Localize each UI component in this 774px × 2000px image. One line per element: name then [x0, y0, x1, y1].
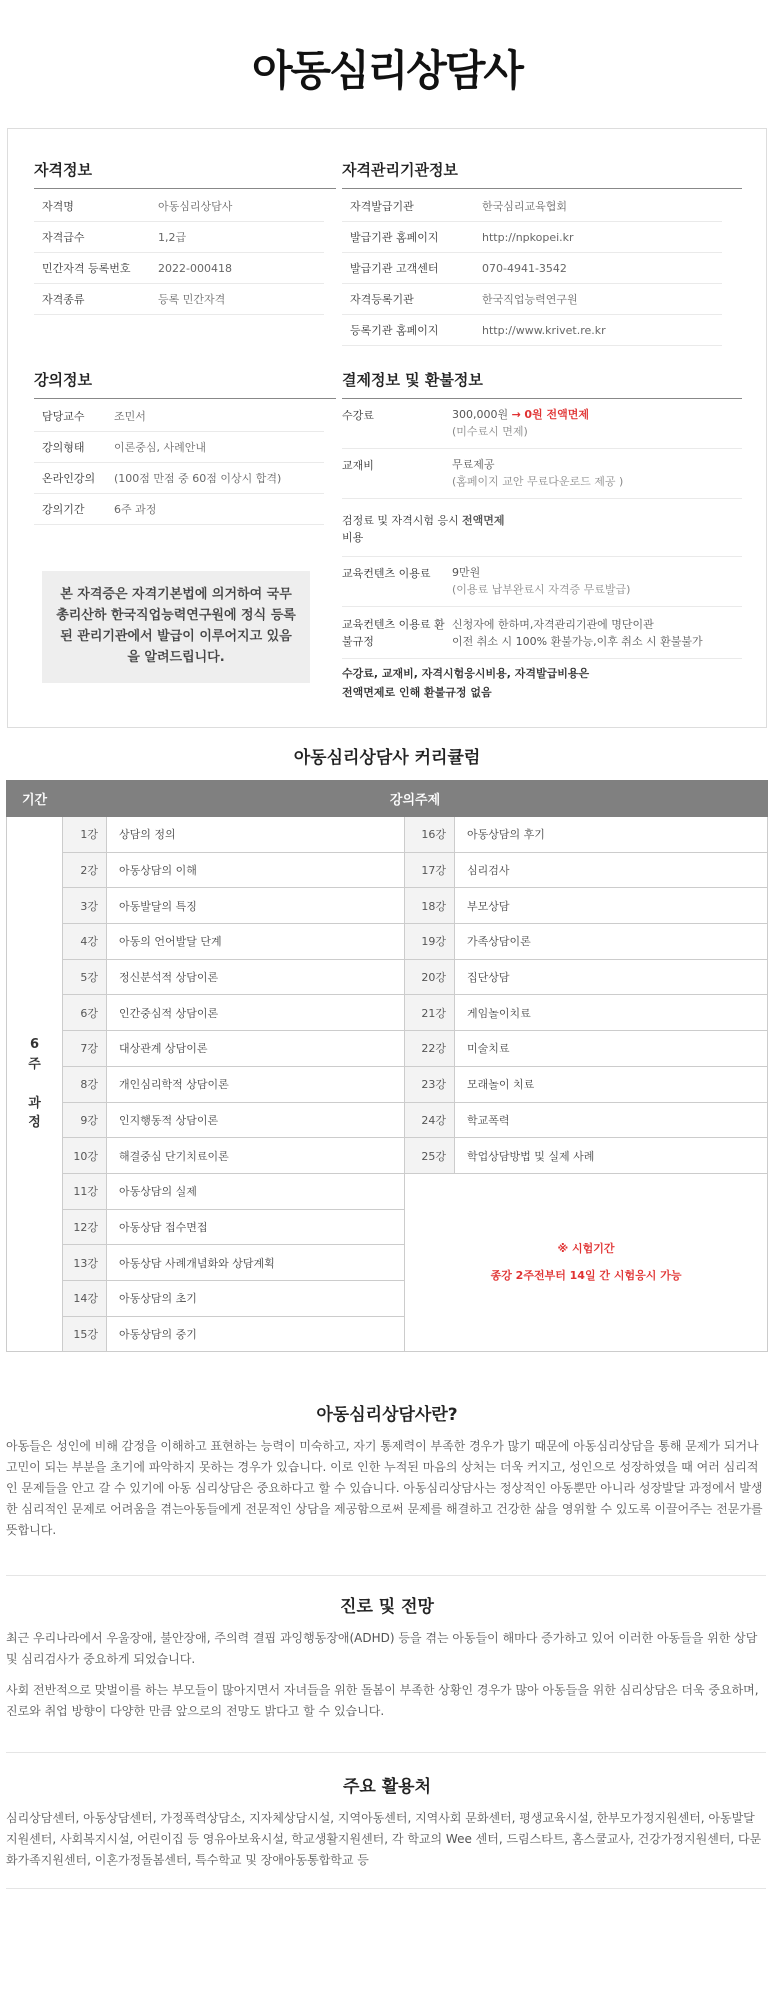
- agency-info-row: [342, 222, 722, 253]
- table-row: [7, 888, 768, 924]
- lecture-number: 7강: [63, 1031, 107, 1067]
- qual-info-value: 1,2급: [158, 231, 187, 244]
- about-heading: 아동심리상담사란?: [316, 1405, 458, 1425]
- qual-info-value: 2022-000418: [158, 261, 232, 275]
- exam-period-title: ※ 시험기간: [557, 1242, 615, 1256]
- notice-box: 본 자격증은 자격기본법에 의거하여 국무총리산하 한국직업능력연구원에 정식 등록된 관리기관에서 발급이 이루어지고 있음을 알려드립니다.: [42, 571, 310, 683]
- lecture-info-row: [34, 432, 324, 463]
- usage-heading: 주요 활용처: [342, 1777, 432, 1797]
- lecture-number: 11강: [63, 1173, 107, 1209]
- period-cell: [7, 817, 63, 1352]
- agency-info-value: 한국심리교육협회: [482, 200, 568, 213]
- exam-period-cell: [405, 1173, 768, 1351]
- col-subject-header: 강의주제: [63, 781, 768, 817]
- payment-key: 교재비: [342, 459, 374, 472]
- period-text: 정: [28, 1115, 41, 1131]
- table-row: [7, 1066, 768, 1102]
- lecture-number: 2강: [63, 852, 107, 888]
- lecture-topic: 게임놀이치료: [455, 995, 768, 1031]
- lecture-number: 3강: [63, 888, 107, 924]
- fee-free: 0원 전액면제: [524, 408, 589, 421]
- lecture-topic: 개인심리학적 상담이론: [107, 1066, 405, 1102]
- arrow-icon: →: [511, 408, 521, 421]
- payment-value: [452, 457, 623, 490]
- payment-footnote: 수강료, 교재비, 자격시험응시비용, 자격발급비용은 전액면제로 인해 환불규정 없음: [342, 667, 590, 699]
- lecture-info-key: 담당교수: [42, 410, 85, 423]
- lecture-number: 21강: [405, 995, 455, 1031]
- lecture-number: 12강: [63, 1209, 107, 1245]
- lecture-info-table: [34, 401, 324, 525]
- lecture-info-row: [34, 494, 324, 525]
- about-paragraph: 아동들은 성인에 비해 감정을 이해하고 표현하는 능력이 미숙하고, 자기 통제력이 부족한 경우가 많기 때문에 아동심리상담을 통해 문제가 되거나 고민이 되는 부분을 초기에 파악하지 못하는 경우가 있습니다. 이로 인한 누적된 마음의 상처는 더욱 커지고, 성인으로 성장하였을 때 여러 심리적인 문제들을 안고 갈 수 있기에 아동 심리상담은 중요하다고 할 수 있습니다. 아동심리상담사는 정상적인 아동뿐만 아니라 성장발달 과정에서 발생한 심리적인 문제로 어려움을 겪는아동들에게 전문적인 상담을 제공함으로써 문제를 해결하고 건강한 삶을 영위할 수 있도록 이끌어주는 전문가를 뜻합니다.: [6, 1439, 763, 1537]
- lecture-number: 15강: [63, 1316, 107, 1352]
- lecture-topic: 아동상담의 중기: [107, 1316, 405, 1352]
- table-row: [7, 852, 768, 888]
- agency-info-heading: 자격관리기관정보: [342, 159, 742, 189]
- payment-row-fee: [342, 399, 742, 449]
- lecture-number: 16강: [405, 817, 455, 853]
- lecture-topic: 학교폭력: [455, 1102, 768, 1138]
- period-text: 주: [28, 1056, 41, 1072]
- agency-info-key: 발급기관 홈페이지: [350, 231, 439, 244]
- agency-info-key: 자격등록기관: [350, 293, 414, 306]
- period-text: 과: [28, 1095, 41, 1111]
- lecture-topic: 아동상담의 후기: [455, 817, 768, 853]
- period-text: 6: [29, 1037, 40, 1053]
- table-row: [7, 995, 768, 1031]
- lecture-topic: 아동상담의 초기: [107, 1280, 405, 1316]
- content-fee-value: 9만원: [452, 566, 481, 579]
- agency-info-value: 한국직업능력연구원: [482, 293, 578, 306]
- divider: [6, 1888, 766, 1889]
- qual-info-row: [34, 222, 324, 253]
- lecture-info-row: [34, 401, 324, 432]
- qual-info-value: 아동심리상담사: [158, 200, 233, 213]
- lecture-number: 18강: [405, 888, 455, 924]
- lecture-topic: 가족상담이론: [455, 924, 768, 960]
- lecture-topic: 아동발달의 특징: [107, 888, 405, 924]
- lecture-number: 25강: [405, 1138, 455, 1174]
- usage-paragraph: 심리상담센터, 아동상담센터, 가정폭력상담소, 지자체상담시설, 지역아동센터, 지역사회 문화센터, 평생교육시설, 한부모가정지원센터, 아동발달지원센터, 사회복지시설, 어린이집 등 영유아보육시설, 학교생활지원센터, 각 학교의 Wee 센터, 드림스타트, 홈스쿨교사, 건강가정지원센터, 다문화가족지원센터, 이혼가정돌봄센터, 특수학교 및 장애아동통합학교 등: [6, 1811, 762, 1867]
- lecture-info-row: [34, 463, 324, 494]
- qual-info-table: [34, 191, 324, 315]
- agency-info-row: [342, 191, 722, 222]
- payment-row-material: [342, 449, 742, 499]
- lecture-info-value: 6주 과정: [114, 503, 157, 516]
- divider: [6, 1575, 766, 1576]
- qual-info-key: 자격급수: [42, 231, 85, 244]
- payment-value: [452, 565, 630, 598]
- lecture-topic: 아동의 언어발달 단계: [107, 924, 405, 960]
- lecture-info-value: (100점 만점 중 60점 이상시 합격): [114, 472, 282, 485]
- registry-homepage-link[interactable]: http://www.krivet.re.kr: [482, 323, 606, 337]
- agency-homepage-link[interactable]: http://npkopei.kr: [482, 230, 574, 244]
- lecture-topic: 아동상담 접수면접: [107, 1209, 405, 1245]
- lecture-topic: 아동상담의 실제: [107, 1173, 405, 1209]
- lecture-number: 22강: [405, 1031, 455, 1067]
- qual-info-key: 민간자격 등록번호: [42, 262, 131, 275]
- lecture-number: 13강: [63, 1245, 107, 1281]
- qual-info-key: 자격명: [42, 200, 74, 213]
- refund-rule-line: 신청자에 한하며,자격관리기관에 명단이관: [452, 618, 654, 631]
- lecture-topic: 부모상담: [455, 888, 768, 924]
- agency-info-key: 등록기관 홈페이지: [350, 324, 439, 337]
- info-panel: [7, 128, 767, 728]
- lecture-number: 23강: [405, 1066, 455, 1102]
- exam-period-desc: 종강 2주전부터 14일 간 시험응시 가능: [490, 1268, 682, 1282]
- lecture-number: 1강: [63, 817, 107, 853]
- lecture-topic: 인간중심적 상담이론: [107, 995, 405, 1031]
- lecture-topic: 정신분석적 상담이론: [107, 959, 405, 995]
- agency-info-table: [342, 191, 722, 346]
- qual-info-heading: 자격정보: [34, 159, 336, 189]
- lecture-number: 10강: [63, 1138, 107, 1174]
- table-row: [7, 924, 768, 960]
- qual-info-row: [34, 284, 324, 315]
- lecture-number: 19강: [405, 924, 455, 960]
- lecture-info-key: 강의형태: [42, 441, 85, 454]
- curriculum-title: 아동심리상담사 커리큘럼: [293, 748, 481, 768]
- lecture-topic: 심리검사: [455, 852, 768, 888]
- fee-sub: (미수료시 면제): [452, 424, 528, 438]
- table-row: [7, 959, 768, 995]
- payment-key: 교육컨텐츠 이용료 환불규정: [342, 618, 445, 648]
- qual-info-row: [34, 253, 324, 284]
- content-fee-sub: (이용료 납부완료시 자격증 무료발급): [452, 582, 631, 596]
- table-header-row: [7, 781, 768, 817]
- material-value: 무료제공: [452, 458, 495, 471]
- agency-info-row: [342, 315, 722, 346]
- material-sub: (홈페이지 교안 무료다운로드 제공 ): [452, 474, 624, 488]
- payment-row-content: [342, 557, 742, 607]
- payment-value: [452, 617, 703, 650]
- curriculum-table: [6, 780, 768, 1352]
- lecture-info-key: 온라인강의: [42, 472, 96, 485]
- lecture-number: 14강: [63, 1280, 107, 1316]
- lecture-topic: 인지행동적 상담이론: [107, 1102, 405, 1138]
- lecture-info-heading: 강의정보: [34, 369, 336, 399]
- payment-key: 검정료 및 자격시험 응시비용: [342, 514, 459, 544]
- qual-info-row: [34, 191, 324, 222]
- lecture-topic: 해결중심 단기치료이론: [107, 1138, 405, 1174]
- lecture-number: 5강: [63, 959, 107, 995]
- lecture-topic: 집단상담: [455, 959, 768, 995]
- lecture-info-key: 강의기간: [42, 503, 85, 516]
- table-row: [7, 1173, 768, 1209]
- lecture-topic: 아동상담의 이해: [107, 852, 405, 888]
- page-title: 아동심리상담사: [251, 46, 522, 95]
- agency-info-row: [342, 284, 722, 315]
- exam-fee-value: 전액면제: [462, 514, 505, 527]
- career-heading: 진로 및 전망: [340, 1597, 434, 1617]
- table-row: [7, 1102, 768, 1138]
- table-row: [7, 817, 768, 853]
- lecture-number: 9강: [63, 1102, 107, 1138]
- lecture-number: 17강: [405, 852, 455, 888]
- lecture-info-value: 이론중심, 사례안내: [114, 441, 207, 454]
- table-row: [7, 1138, 768, 1174]
- refund-rule-line: 이전 취소 시 100% 환불가능,이후 취소 시 환불불가: [452, 634, 703, 648]
- agency-info-value: 070-4941-3542: [482, 261, 567, 275]
- lecture-number: 24강: [405, 1102, 455, 1138]
- lecture-topic: 상담의 정의: [107, 817, 405, 853]
- agency-info-key: 발급기관 고객센터: [350, 262, 439, 275]
- lecture-topic: 미술치료: [455, 1031, 768, 1067]
- payment-key: 교육컨텐츠 이용료: [342, 567, 431, 580]
- lecture-topic: 아동상담 사례개념화와 상담계획: [107, 1245, 405, 1281]
- lecture-number: 6강: [63, 995, 107, 1031]
- lecture-info-value: 조민서: [114, 410, 146, 423]
- agency-info-row: [342, 253, 722, 284]
- divider: [6, 1752, 766, 1753]
- lecture-topic: 모래놀이 치료: [455, 1066, 768, 1102]
- payment-value: [452, 407, 589, 440]
- fee-price: 300,000원: [452, 408, 509, 421]
- lecture-topic: 학업상담방법 및 실제 사례: [455, 1138, 768, 1174]
- career-paragraph: 최근 우리나라에서 우울장애, 불안장애, 주의력 결핍 과잉행동장애(ADHD) 등을 겪는 아동들이 해마다 증가하고 있어 이러한 아동들을 위한 상담 및 심리검사가 중요하게 되었습니다.: [6, 1631, 758, 1666]
- qual-info-value: 등록 민간자격: [158, 293, 226, 306]
- lecture-number: 8강: [63, 1066, 107, 1102]
- lecture-topic: 대상관계 상담이론: [107, 1031, 405, 1067]
- payment-key: 수강료: [342, 409, 374, 422]
- agency-info-key: 자격발급기관: [350, 200, 414, 213]
- lecture-number: 4강: [63, 924, 107, 960]
- col-period-header: 기간: [7, 781, 63, 817]
- qual-info-key: 자격종류: [42, 293, 85, 306]
- payment-row-exam: [342, 499, 742, 557]
- lecture-number: 20강: [405, 959, 455, 995]
- table-row: [7, 1031, 768, 1067]
- payment-info-heading: 결제정보 및 환불정보: [342, 369, 742, 399]
- career-paragraph: 사회 전반적으로 맞벌이를 하는 부모들이 많아지면서 자녀들을 위한 돌봄이 부족한 상황인 경우가 많아 아동들을 위한 심리상담은 더욱 중요하며, 진로와 취업 방향이 다양한 만큼 앞으로의 전망도 밝다고 할 수 있습니다.: [6, 1683, 759, 1718]
- payment-row-refund: [342, 607, 742, 659]
- payment-info-table: [342, 399, 742, 702]
